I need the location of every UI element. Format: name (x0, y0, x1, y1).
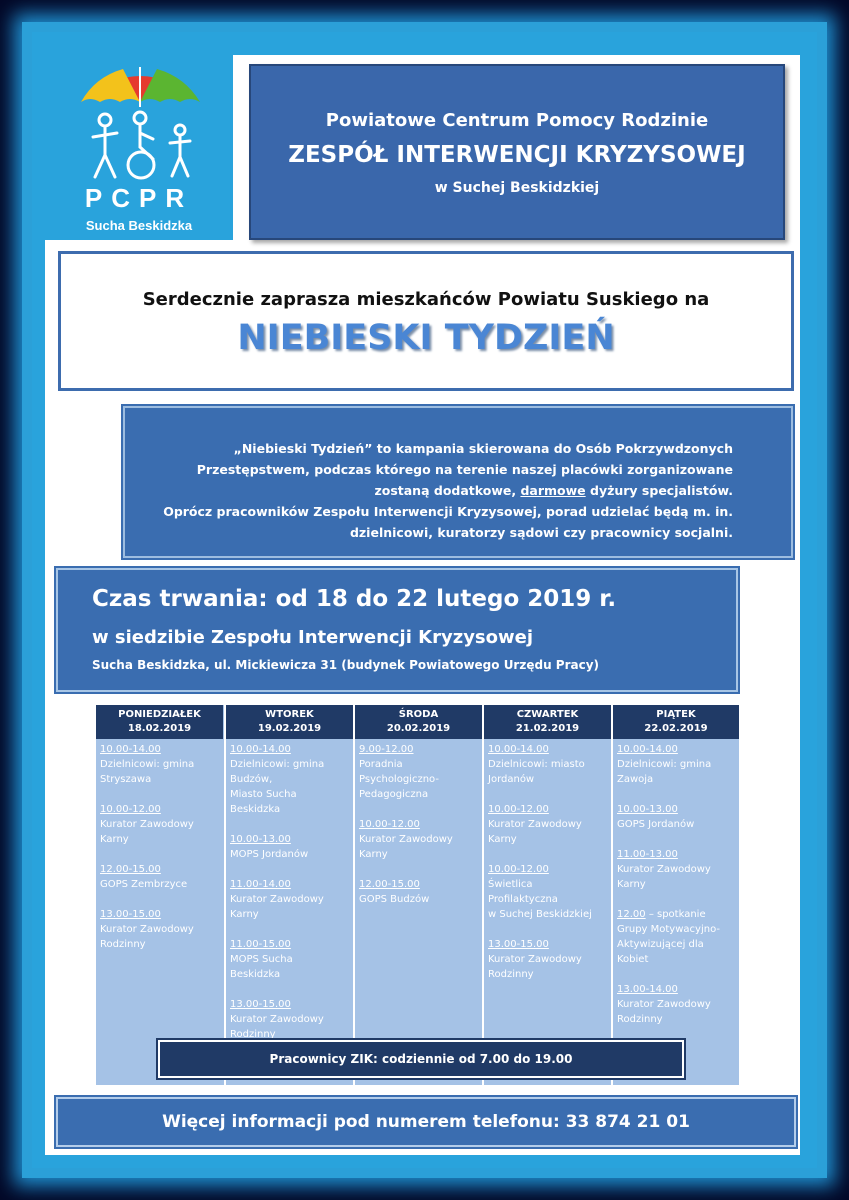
event-title: NIEBIESKI TYDZIEŃ (237, 318, 615, 358)
entry-description: Miasto Sucha (230, 789, 297, 800)
schedule-entry (617, 847, 735, 892)
schedule-column-wednesday (355, 705, 482, 1085)
entry-time: 11.00-15.00 (230, 939, 291, 950)
entry-gap (100, 787, 219, 802)
entry-time: 10.00-12.00 (488, 804, 549, 815)
entry-description: Beskidzka (230, 969, 281, 980)
description-line-2: Przestępstwem, podczas którego na terenie naszej placówki zorganizowane (196, 462, 733, 477)
entry-description: MOPS Sucha (230, 954, 293, 965)
schedule-entry (100, 862, 219, 892)
description-line-1: „Niebieski Tydzień” to kampania skierowana do Osób Pokrzywdzonych (233, 441, 733, 456)
entry-description: Kurator Zawodowy (100, 924, 194, 935)
entry-description: Dzielnicowi: miasto (488, 759, 585, 770)
entry-time: 11.00-14.00 (230, 879, 291, 890)
duration-location: w siedzibie Zespołu Interwencji Kryzysowej (92, 627, 534, 648)
header-line-2: ZESPÓŁ INTERWENCJI KRYZYSOWEJ (288, 142, 746, 168)
entry-description: Aktywizującej dla (617, 939, 704, 950)
header-box (249, 64, 785, 240)
day-name: ŚRODA (398, 709, 439, 720)
entry-time: 10.00-12.00 (359, 819, 420, 830)
entry-time: 10.00-14.00 (617, 744, 678, 755)
duration-address: Sucha Beskidzka, ul. Mickiewicza 31 (budynek Powiatowego Urzędu Pracy) (92, 658, 600, 672)
duration-box (56, 568, 738, 692)
entry-description: Kurator Zawodowy (359, 834, 453, 845)
entry-gap (617, 967, 735, 982)
schedule-entry (230, 832, 349, 862)
free-highlight: darmowe (520, 483, 586, 498)
entry-gap (230, 982, 349, 997)
entry-time: 13.00-15.00 (100, 909, 161, 920)
entry-description: Zawoja (617, 774, 654, 785)
day-name: CZWARTEK (516, 709, 579, 720)
entry-description: Rodzinny (100, 939, 146, 950)
schedule-entry (359, 877, 478, 907)
entry-description: Kurator Zawodowy (488, 819, 582, 830)
logo-subtitle: Sucha Beskidzka (85, 218, 193, 233)
entry-time: 10.00-12.00 (100, 804, 161, 815)
day-entries (355, 739, 482, 910)
schedule-entry (617, 802, 735, 832)
day-entries (96, 739, 223, 955)
header-line-3: w Suchej Beskidzkiej (434, 180, 600, 196)
entry-description: Grupy Motywacyjno- (617, 924, 720, 935)
entry-time: 13.00-14.00 (617, 984, 678, 995)
invitation-text: Serdecznie zaprasza mieszkańców Powiatu Suskiego na (142, 289, 710, 310)
day-entries (613, 739, 739, 1030)
entry-description: GOPS Jordanów (617, 819, 695, 830)
schedule-entry (488, 862, 607, 922)
entry-time: 10.00-12.00 (488, 864, 549, 875)
entry-gap (617, 787, 735, 802)
entry-gap (100, 892, 219, 907)
entry-description: GOPS Zembrzyce (100, 879, 188, 890)
entry-gap (230, 817, 349, 832)
schedule-entry (488, 802, 607, 847)
entry-description: Karny (230, 909, 259, 920)
entry-description: Beskidzka (230, 804, 281, 815)
entry-time: 13.00-15.00 (488, 939, 549, 950)
entry-description: Rodzinny (617, 1014, 663, 1025)
entry-gap (617, 892, 735, 907)
schedule-entry (100, 802, 219, 847)
schedule-entry (488, 742, 607, 787)
entry-description: Pedagogiczna (359, 789, 429, 800)
entry-description: Rodzinny (230, 1029, 276, 1040)
entry-gap (488, 847, 607, 862)
day-name: PIĄTEK (656, 709, 696, 720)
entry-description: Kurator Zawodowy (100, 819, 194, 830)
day-date: 21.02.2019 (515, 723, 580, 734)
entry-gap (230, 922, 349, 937)
entry-description: Kurator Zawodowy (230, 894, 324, 905)
entry-time: 12.00-15.00 (100, 864, 161, 875)
entry-description: Poradnia (359, 759, 403, 770)
day-date: 19.02.2019 (257, 723, 322, 734)
schedule-entry (230, 742, 349, 817)
entry-description: Karny (100, 834, 129, 845)
entry-gap (100, 847, 219, 862)
entry-description: Dzielnicowi: gmina (230, 759, 325, 770)
entry-time: 13.00-15.00 (230, 999, 291, 1010)
entry-gap (488, 922, 607, 937)
schedule-entry (100, 907, 219, 952)
entry-description: Profilaktyczna (488, 894, 558, 905)
description-box (123, 406, 793, 558)
entry-time: 12.00 – spotkanie (617, 909, 706, 920)
entry-time: 10.00-14.00 (488, 744, 549, 755)
schedule-entry (488, 937, 607, 982)
invitation-box (58, 251, 794, 391)
logo-area (45, 55, 233, 240)
entry-gap (359, 802, 478, 817)
entry-description: Świetlica (488, 879, 533, 890)
entry-time: 12.00-15.00 (359, 879, 420, 890)
entry-description: Kurator Zawodowy (617, 864, 711, 875)
entry-description: GOPS Budzów (359, 894, 430, 905)
entry-description: Budzów, (230, 774, 273, 785)
entry-description: MOPS Jordanów (230, 849, 309, 860)
entry-description: Kurator Zawodowy (230, 1014, 324, 1025)
entry-gap (359, 862, 478, 877)
entry-description: Karny (617, 879, 646, 890)
entry-description: Dzielnicowi: gmina (617, 759, 712, 770)
logo-letters: PCPR (84, 183, 194, 213)
entry-description: Kurator Zawodowy (617, 999, 711, 1010)
schedule-entry (100, 742, 219, 787)
day-date: 18.02.2019 (127, 723, 192, 734)
day-entries (484, 739, 611, 985)
duration-dates: Czas trwania: od 18 do 22 lutego 2019 r. (92, 586, 617, 612)
schedule-entry (359, 817, 478, 862)
entry-time: 10.00-13.00 (617, 804, 678, 815)
schedule-column-friday (613, 705, 739, 1085)
day-entries (226, 739, 353, 1045)
schedule-entry (359, 742, 478, 802)
schedule-column-tuesday (226, 705, 353, 1085)
entry-time: 9.00-12.00 (359, 744, 414, 755)
schedule-entry (230, 937, 349, 982)
schedule-entry (617, 907, 735, 967)
entry-description: Kurator Zawodowy (488, 954, 582, 965)
day-name: PONIEDZIAŁEK (118, 709, 201, 720)
entry-description: Kobiet (617, 954, 649, 965)
schedule-table (96, 705, 739, 1085)
entry-gap (617, 832, 735, 847)
entry-description: w Suchej Beskidzkiej (488, 909, 592, 920)
schedule-entry (230, 997, 349, 1042)
schedule-entry (230, 877, 349, 922)
entry-gap (230, 862, 349, 877)
schedule-column-monday (96, 705, 223, 1085)
day-date: 20.02.2019 (386, 723, 451, 734)
entry-description: Jordanów (488, 774, 535, 785)
header-line-1: Powiatowe Centrum Pomocy Rodzinie (325, 110, 709, 131)
schedule-entry (617, 982, 735, 1027)
entry-description: Rodzinny (488, 969, 534, 980)
entry-description: Dzielnicowi: gmina (100, 759, 195, 770)
description-line-4: Oprócz pracowników Zespołu Interwencji Kryzysowej, porad udzielać będą m. in. (163, 504, 733, 519)
description-line-5: dzielnicowi, kuratorzy sądowi czy pracownicy socjalni. (349, 525, 733, 540)
day-date: 22.02.2019 (644, 723, 708, 734)
entry-time: 10.00-14.00 (230, 744, 291, 755)
schedule-entry (617, 742, 735, 787)
entry-description: Stryszawa (100, 774, 152, 785)
zik-hours-banner: Pracownicy ZIK: codziennie od 7.00 do 19.00 (158, 1040, 684, 1078)
entry-time: 10.00-13.00 (230, 834, 291, 845)
entry-description: Karny (359, 849, 388, 860)
phone-info-footer: Więcej informacji pod numerem telefonu: 33 874 21 01 (56, 1097, 796, 1147)
entry-time: 11.00-13.00 (617, 849, 678, 860)
entry-time: 10.00-14.00 (100, 744, 161, 755)
entry-gap (488, 787, 607, 802)
entry-description: Psychologiczno- (359, 774, 439, 785)
entry-description: Karny (488, 834, 517, 845)
description-line-3: zostaną dodatkowe, darmowe dyżury specjalistów. (374, 483, 733, 498)
schedule-column-thursday (484, 705, 611, 1085)
day-name: WTOREK (265, 709, 314, 720)
